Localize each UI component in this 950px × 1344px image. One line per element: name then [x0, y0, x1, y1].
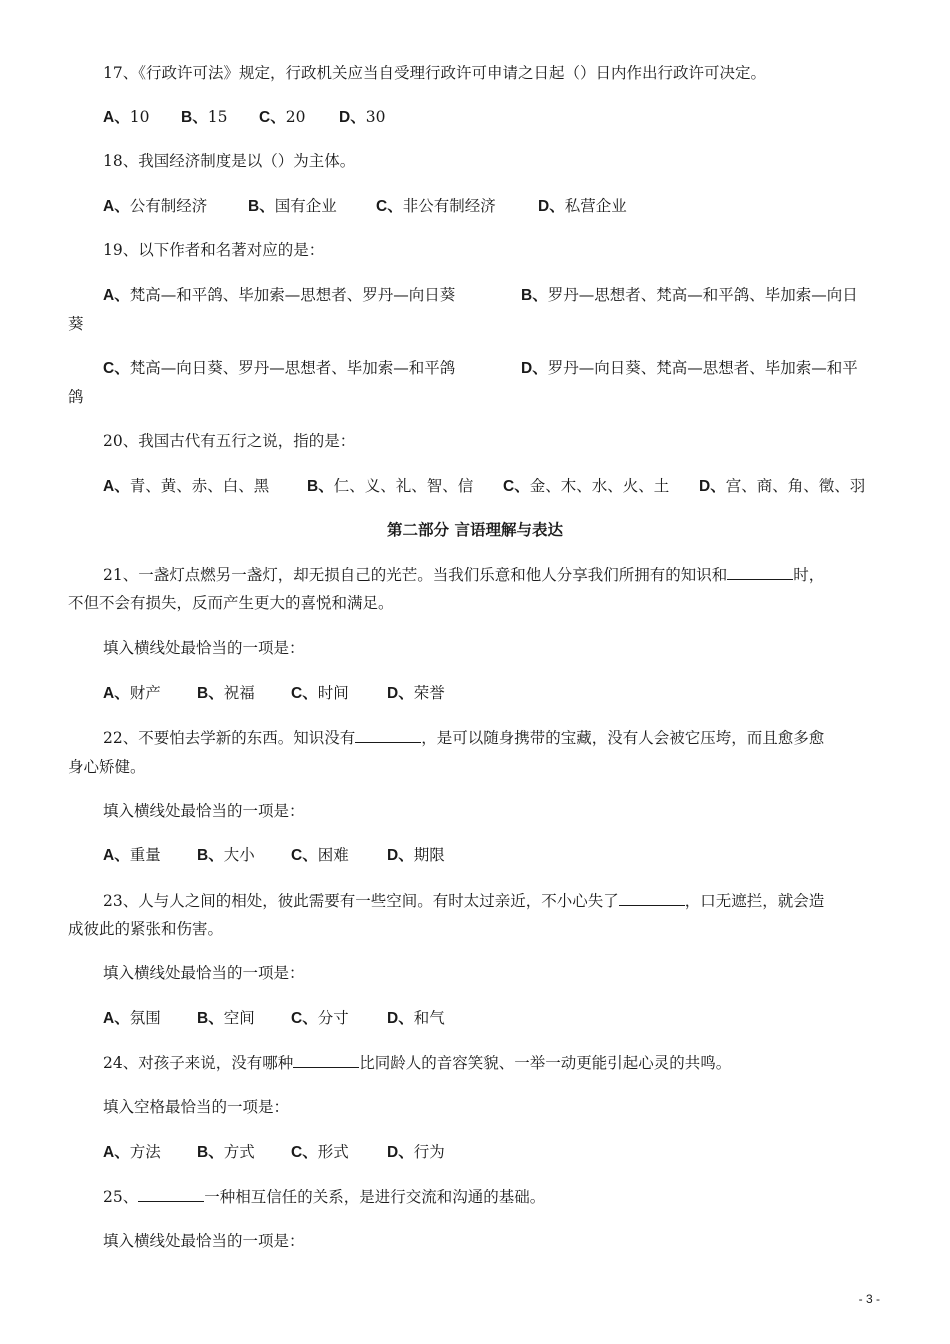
question-22-options — [103, 844, 445, 867]
question-22-text-continued: 身心矫健。 — [68, 758, 146, 776]
option-a: A、10 — [103, 108, 150, 126]
question-21-prompt: 填入横线处最恰当的一项是： — [103, 639, 305, 657]
option-a: A、氛围 — [103, 1009, 161, 1027]
fill-blank — [619, 889, 685, 906]
fill-blank — [293, 1051, 359, 1068]
question-18-options — [103, 195, 627, 218]
option-b: B、方式 — [197, 1143, 255, 1161]
fill-blank — [138, 1185, 204, 1202]
question-24-options — [103, 1141, 445, 1164]
option-a: A、方法 — [103, 1143, 161, 1161]
option-d: D、和气 — [387, 1009, 445, 1027]
fill-blank — [355, 726, 421, 743]
option-b: B、大小 — [197, 846, 255, 864]
question-23-options — [103, 1007, 445, 1030]
question-23-prompt: 填入横线处最恰当的一项是： — [103, 964, 305, 982]
question-21-text-continued: 不但不会有损失，反而产生更大的喜悦和满足。 — [68, 594, 394, 612]
option-b: B、罗丹—思想者、梵高—和平鸽、毕加索—向日 — [521, 286, 858, 304]
option-b: B、国有企业 — [248, 197, 337, 215]
question-18-text: 18、我国经济制度是以（）为主体。 — [103, 152, 356, 170]
option-d-continued: 鸽 — [68, 388, 84, 406]
question-17-text: 17、《行政许可法》规定，行政机关应当自受理行政许可申请之日起（）日内作出行政许可决定。 — [103, 64, 766, 82]
question-20-options — [103, 475, 865, 498]
option-c: C、非公有制经济 — [376, 197, 496, 215]
option-d: D、私营企业 — [538, 197, 627, 215]
question-22-text: 22、不要怕去学新的东西。知识没有 ，是可以随身携带的宝藏，没有人会被它压垮，而且愈多愈 — [103, 726, 824, 749]
question-21-text: 21、一盏灯点燃另一盏灯，却无损自己的光芒。当我们乐意和他人分享我们所拥有的知识和 时， — [103, 563, 824, 586]
option-b: B、空间 — [197, 1009, 255, 1027]
option-a: A、青、黄、赤、白、黑 — [103, 477, 270, 495]
option-a: A、财产 — [103, 684, 161, 702]
option-d: D、行为 — [387, 1143, 445, 1161]
question-24-text: 24、对孩子来说，没有哪种 比同龄人的音容笑貌、一举一动更能引起心灵的共鸣。 — [103, 1051, 731, 1074]
question-25-prompt: 填入横线处最恰当的一项是： — [103, 1232, 305, 1250]
option-c: C、时间 — [291, 684, 349, 702]
question-19-text: 19、以下作者和名著对应的是： — [103, 241, 325, 259]
question-20-text: 20、我国古代有五行之说，指的是： — [103, 432, 356, 450]
option-b-continued: 葵 — [68, 315, 84, 333]
option-a: A、梵高—和平鸽、毕加索—思想者、罗丹—向日葵 — [103, 286, 456, 304]
option-c: C、困难 — [291, 846, 349, 864]
option-d: D、罗丹—向日葵、梵高—思想者、毕加索—和平 — [521, 359, 858, 377]
fill-blank — [727, 563, 793, 580]
question-19-options-cd — [103, 357, 858, 380]
option-c: C、20 — [259, 108, 306, 126]
question-25-text: 25、 一种相互信任的关系，是进行交流和沟通的基础。 — [103, 1185, 545, 1208]
question-23-text: 23、人与人之间的相处，彼此需要有一些空间。有时太过亲近，不小心失了 ，口无遮拦，就会造 — [103, 889, 824, 912]
option-d: D、30 — [339, 108, 386, 126]
question-21-options — [103, 682, 445, 705]
question-23-text-continued: 成彼此的紧张和伤害。 — [68, 920, 224, 938]
option-d: D、期限 — [387, 846, 445, 864]
question-17-options — [103, 106, 385, 129]
question-22-prompt: 填入横线处最恰当的一项是： — [103, 802, 305, 820]
section-title: 第二部分 言语理解与表达 — [387, 520, 563, 539]
option-b: B、祝福 — [197, 684, 255, 702]
option-c: C、形式 — [291, 1143, 349, 1161]
question-24-prompt: 填入空格最恰当的一项是： — [103, 1098, 290, 1116]
option-c: C、金、木、水、火、土 — [503, 477, 670, 495]
option-a: A、公有制经济 — [103, 197, 208, 215]
option-c: C、分寸 — [291, 1009, 349, 1027]
option-c: C、梵高—向日葵、罗丹—思想者、毕加索—和平鸽 — [103, 359, 456, 377]
option-a: A、重量 — [103, 846, 161, 864]
question-19-options-ab — [103, 284, 858, 307]
page-number: - 3 - — [858, 1292, 880, 1306]
option-b: B、仁、义、礼、智、信 — [307, 477, 474, 495]
option-d: D、宫、商、角、徵、羽 — [699, 477, 866, 495]
option-d: D、荣誉 — [387, 684, 445, 702]
option-b: B、15 — [181, 108, 228, 126]
